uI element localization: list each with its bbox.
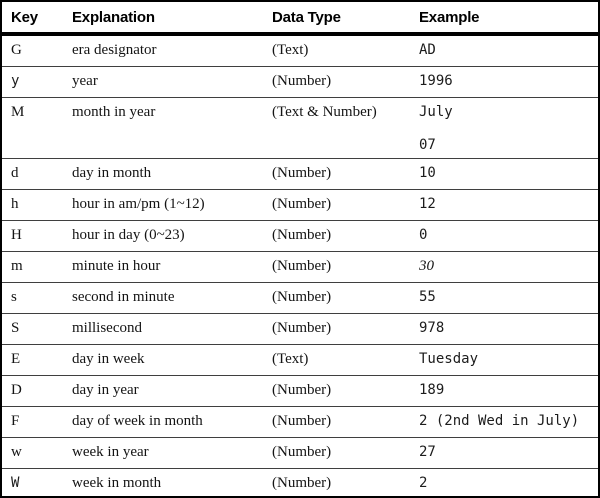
explanation-cell: week in month [72, 475, 162, 491]
explanation-cell: week in year [72, 444, 149, 460]
table-header-row [2, 2, 598, 36]
explanation-cell: second in minute [72, 289, 175, 305]
example-value: 27 [419, 444, 436, 460]
example-cell [419, 258, 598, 282]
data-type-cell: (Number) [272, 227, 332, 243]
table-row [2, 190, 598, 221]
example-value: 978 [419, 320, 445, 336]
data-type-cell: (Number) [272, 289, 332, 305]
key-cell [2, 289, 72, 313]
example-value: 2 (2nd Wed in July) [419, 413, 580, 429]
column-header-explanation: Explanation [72, 9, 155, 26]
example-value: 30 [419, 258, 434, 274]
example-value: AD [419, 42, 436, 58]
example-cell [419, 104, 598, 158]
key-value: s [11, 289, 17, 305]
example-value: Tuesday [419, 351, 479, 367]
key-cell [2, 227, 72, 251]
key-cell [2, 382, 72, 406]
key-value: H [11, 227, 22, 243]
key-value: G [11, 42, 22, 58]
explanation-cell: day of week in month [72, 413, 203, 429]
table-row [2, 252, 598, 283]
column-header-example: Example [419, 9, 480, 26]
explanation-cell: day in month [72, 165, 152, 181]
key-value: F [11, 413, 20, 429]
column-header-data-type: Data Type [272, 9, 341, 26]
example-cell [419, 73, 598, 97]
key-cell [2, 73, 72, 97]
key-value: W [11, 475, 20, 491]
data-type-cell: (Text) [272, 42, 309, 58]
example-cell [419, 196, 598, 220]
data-type-cell: (Number) [272, 165, 332, 181]
table-row [2, 438, 598, 469]
data-type-cell: (Text) [272, 351, 309, 367]
example-cell [419, 382, 598, 406]
example-value: 55 [419, 289, 436, 305]
table-row [2, 98, 598, 159]
key-cell [2, 165, 72, 189]
key-value: E [11, 351, 21, 367]
key-value: D [11, 382, 22, 398]
data-type-cell: (Number) [272, 258, 332, 274]
data-type-cell: (Number) [272, 444, 332, 460]
explanation-cell: hour in am/pm (1~12) [72, 196, 205, 212]
key-cell [2, 258, 72, 282]
example-cell [419, 351, 598, 375]
key-cell [2, 196, 72, 220]
example-cell [419, 227, 598, 251]
data-type-cell: (Text & Number) [272, 104, 377, 120]
data-type-cell: (Number) [272, 475, 332, 491]
data-type-cell: (Number) [272, 320, 332, 336]
example-value: 0 [419, 227, 428, 243]
example-cell [419, 289, 598, 313]
example-value: 07 [419, 137, 436, 153]
table-row [2, 345, 598, 376]
example-value: July [419, 104, 453, 120]
data-type-cell: (Number) [272, 382, 332, 398]
explanation-cell: millisecond [72, 320, 142, 336]
example-value: 10 [419, 165, 436, 181]
example-cell [419, 444, 598, 468]
example-cell [419, 475, 598, 498]
key-value: M [11, 104, 25, 120]
key-cell [2, 104, 72, 158]
table-body [2, 36, 598, 498]
explanation-cell: day in year [72, 382, 139, 398]
table-row [2, 469, 598, 498]
key-value: h [11, 196, 19, 212]
explanation-cell: minute in hour [72, 258, 161, 274]
key-value: y [11, 73, 20, 89]
example-cell [419, 42, 598, 66]
table-row [2, 314, 598, 345]
table-row [2, 376, 598, 407]
table-row [2, 407, 598, 438]
key-cell [2, 413, 72, 437]
explanation-cell: hour in day (0~23) [72, 227, 185, 243]
table-row [2, 283, 598, 314]
explanation-cell: year [72, 73, 98, 89]
column-header-key: Key [11, 9, 38, 26]
key-value: w [11, 444, 22, 460]
key-cell [2, 351, 72, 375]
key-cell [2, 320, 72, 344]
example-value: 12 [419, 196, 436, 212]
example-value: 1996 [419, 73, 453, 89]
key-cell [2, 475, 72, 498]
example-cell [419, 413, 598, 437]
key-value: S [11, 320, 20, 336]
explanation-cell: era designator [72, 42, 157, 58]
table-row [2, 221, 598, 252]
example-cell [419, 165, 598, 189]
key-value: m [11, 258, 23, 274]
example-value: 2 [419, 475, 428, 491]
key-value: d [11, 165, 19, 181]
example-value: 189 [419, 382, 445, 398]
data-type-cell: (Number) [272, 413, 332, 429]
table-row [2, 67, 598, 98]
table-row [2, 159, 598, 190]
table-row [2, 36, 598, 67]
explanation-cell: month in year [72, 104, 156, 120]
data-type-cell: (Number) [272, 73, 332, 89]
example-cell [419, 320, 598, 344]
key-cell [2, 42, 72, 66]
data-type-cell: (Number) [272, 196, 332, 212]
key-cell [2, 444, 72, 468]
explanation-cell: day in week [72, 351, 145, 367]
